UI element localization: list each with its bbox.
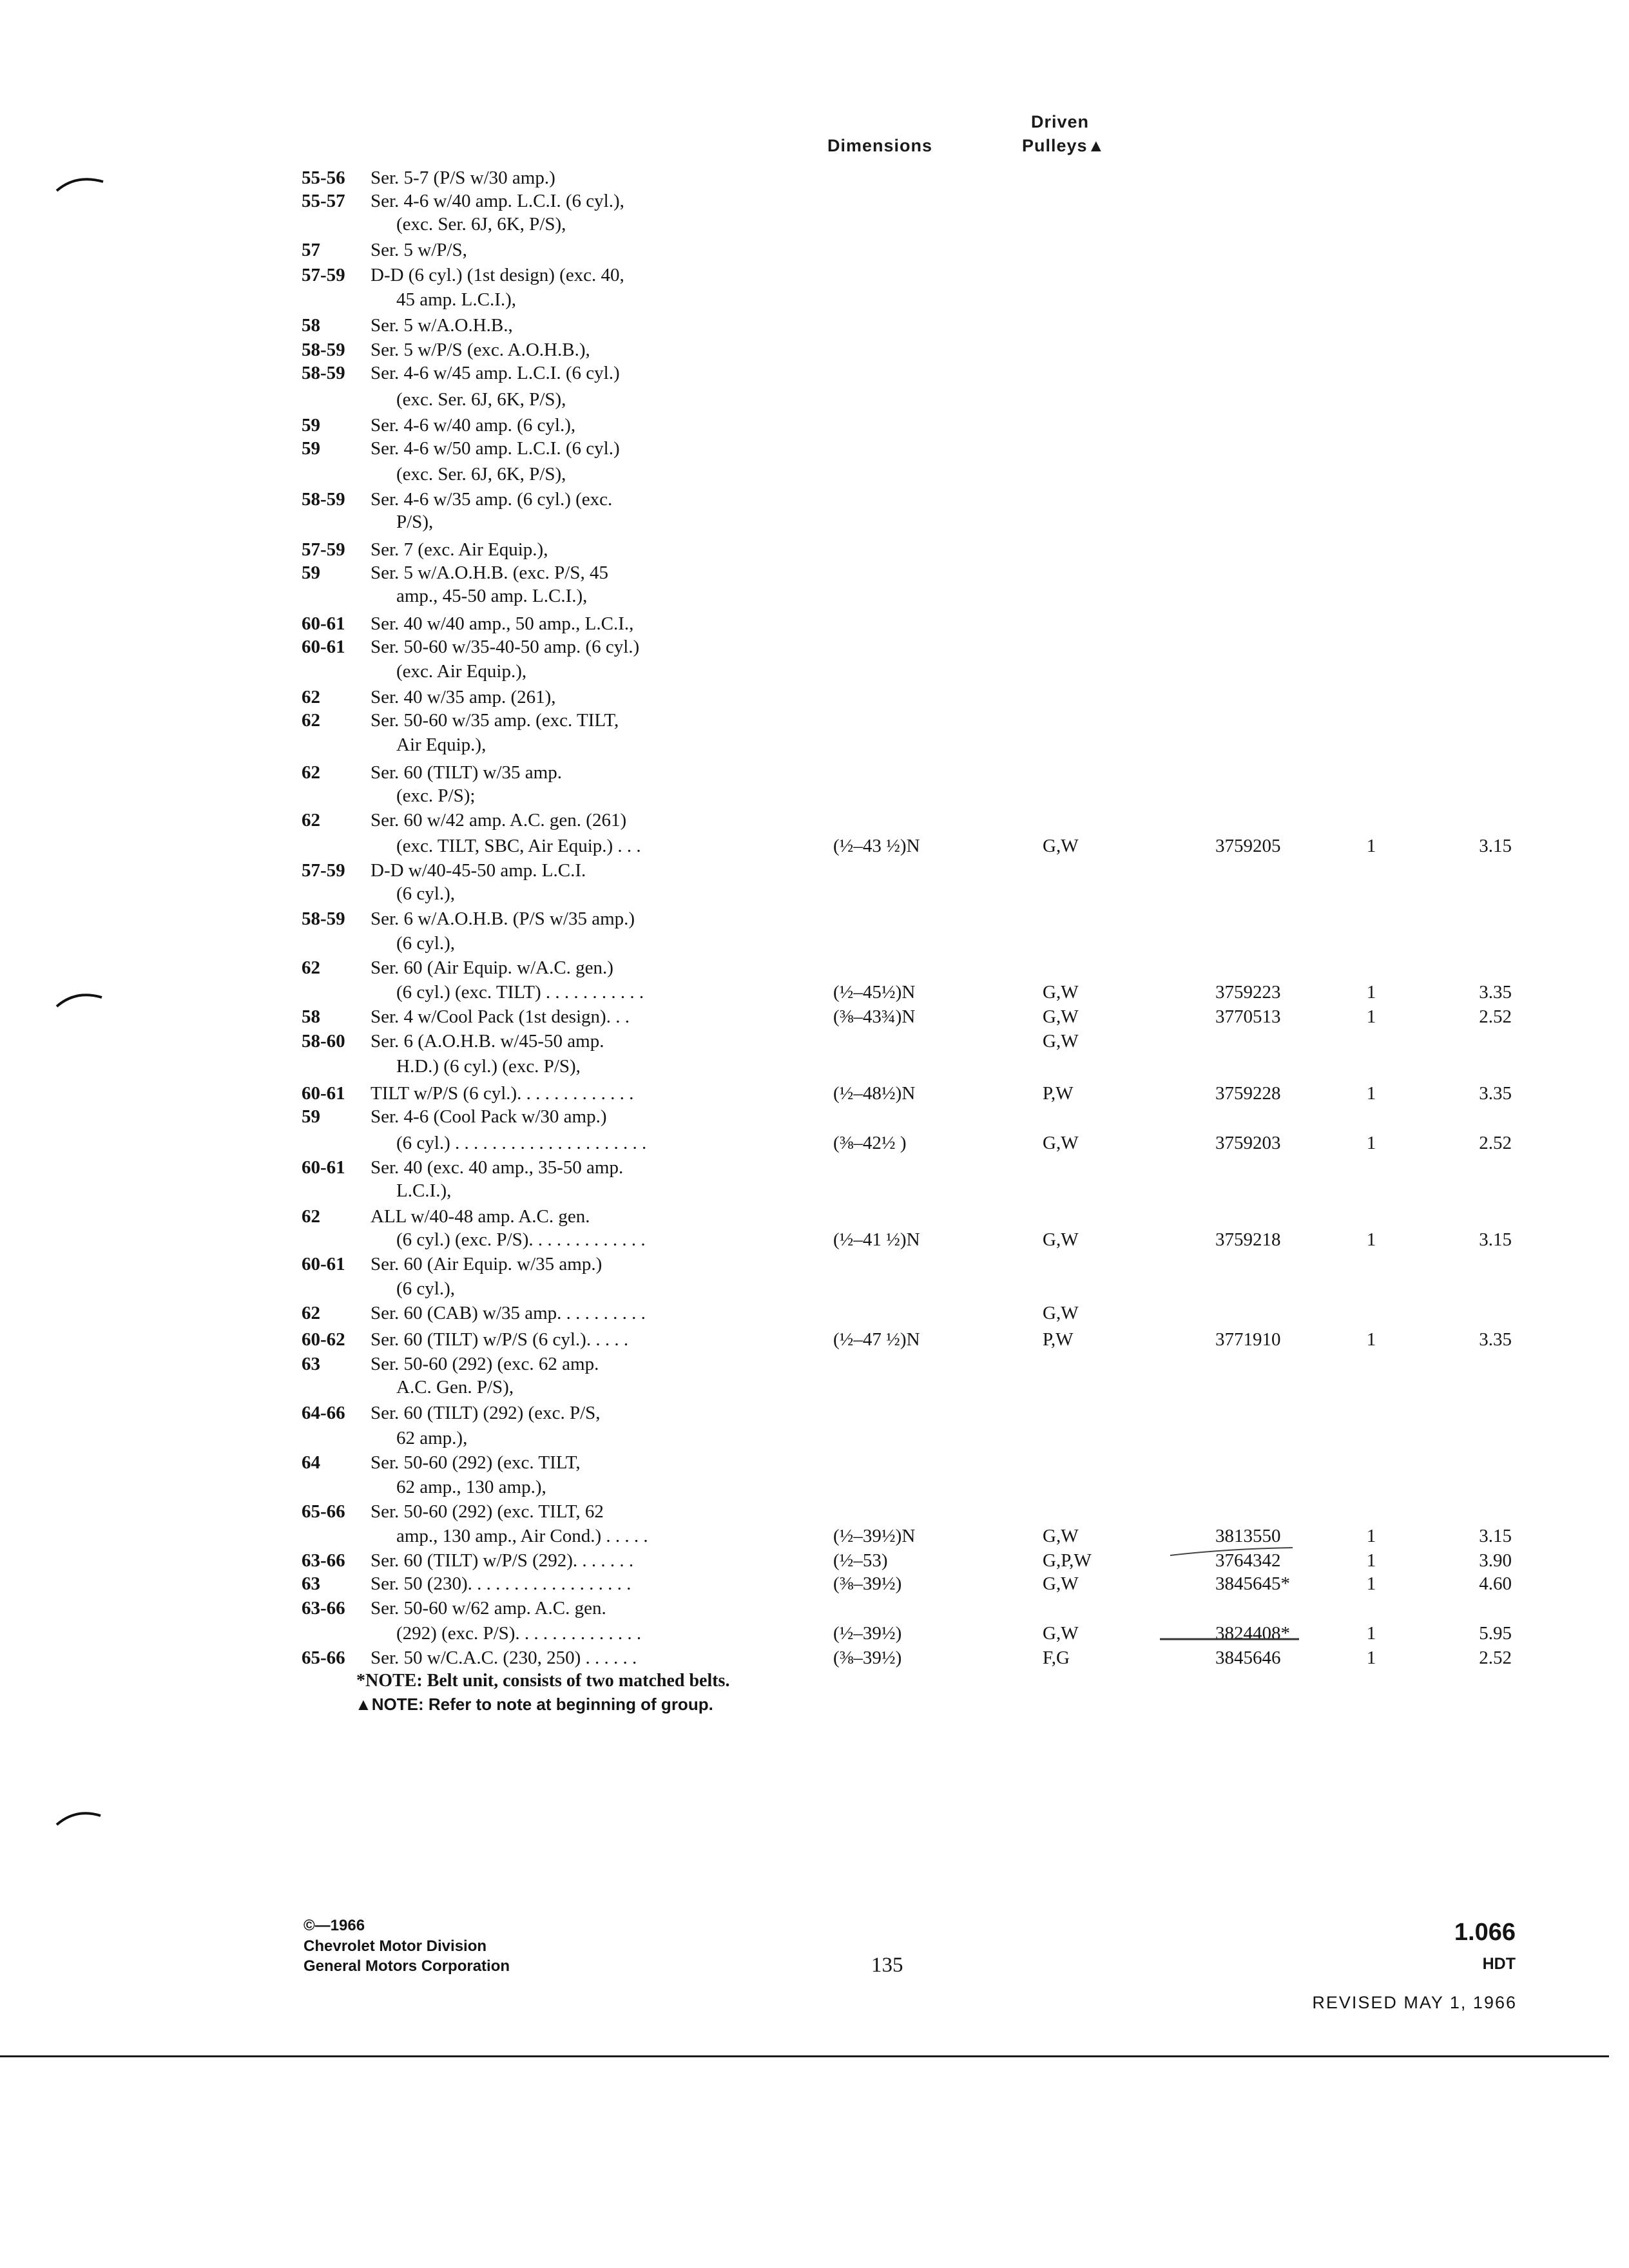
row-description: (exc. P/S); xyxy=(396,785,476,806)
row-description: P/S), xyxy=(396,512,434,532)
row-driven-pulleys: G,W xyxy=(1043,1006,1079,1027)
row-description: Ser. 50-60 (292) (exc. TILT, xyxy=(371,1452,581,1473)
row-dimensions: (½–39½)N xyxy=(833,1526,916,1546)
row-dimensions: (⅜–42½ ) xyxy=(833,1133,907,1153)
margin-mark-middle xyxy=(57,995,102,1006)
row-quantity: 1 xyxy=(1366,1329,1376,1350)
row-description: (exc. TILT, SBC, Air Equip.) . . . xyxy=(396,836,641,856)
row-year: 63 xyxy=(302,1573,320,1594)
row-driven-pulleys: G,W xyxy=(1043,1573,1079,1594)
row-year: 62 xyxy=(302,687,320,707)
row-part-number: 3770513 xyxy=(1215,1006,1281,1027)
revised-date: REVISED MAY 1, 1966 xyxy=(1312,1993,1517,2012)
row-year: 65-66 xyxy=(302,1501,345,1522)
row-year: 59 xyxy=(302,438,320,459)
row-description: Ser. 60 (Air Equip. w/A.C. gen.) xyxy=(371,957,613,978)
row-year: 62 xyxy=(302,762,320,783)
row-description: (6 cyl.), xyxy=(396,883,455,904)
row-year: 58-59 xyxy=(302,489,345,510)
row-dimensions: (⅜–39½) xyxy=(833,1648,902,1668)
row-driven-pulleys: G,W xyxy=(1043,982,1079,1003)
row-dimensions: (½–45½)N xyxy=(833,982,916,1003)
row-year: 62 xyxy=(302,957,320,978)
row-part-number: 3824408* xyxy=(1215,1623,1290,1644)
row-description: Ser. 4 w/Cool Pack (1st design). . . xyxy=(371,1006,630,1027)
footer-copyright: ©—1966 xyxy=(304,1917,365,1934)
row-description: 62 amp.), xyxy=(396,1428,468,1448)
header-driven: Driven xyxy=(1031,112,1090,131)
row-quantity: 1 xyxy=(1366,836,1376,856)
row-quantity: 1 xyxy=(1366,1573,1376,1594)
note-refer: ▲NOTE: Refer to note at beginning of group. xyxy=(355,1695,713,1714)
row-driven-pulleys: G,W xyxy=(1043,1623,1079,1644)
row-description: (exc. Ser. 6J, 6K, P/S), xyxy=(396,464,566,485)
row-description: Ser. 7 (exc. Air Equip.), xyxy=(371,539,548,560)
row-part-number: 3759205 xyxy=(1215,836,1281,856)
row-description: Ser. 50-60 w/62 amp. A.C. gen. xyxy=(371,1598,606,1619)
row-description: Ser. 5 w/A.O.H.B., xyxy=(371,315,513,336)
row-price: 5.95 xyxy=(1479,1623,1512,1644)
row-description: Ser. 4-6 (Cool Pack w/30 amp.) xyxy=(371,1106,607,1127)
row-quantity: 1 xyxy=(1366,1133,1376,1153)
row-description: (exc. Air Equip.), xyxy=(396,661,527,682)
row-description: Ser. 60 (TILT) w/35 amp. xyxy=(371,762,562,783)
row-year: 62 xyxy=(302,710,320,731)
margin-marks xyxy=(0,0,129,1933)
row-dimensions: (⅜–39½) xyxy=(833,1573,902,1594)
row-description: Ser. 60 w/42 amp. A.C. gen. (261) xyxy=(371,810,627,831)
row-driven-pulleys: G,P,W xyxy=(1043,1550,1092,1571)
row-price: 3.35 xyxy=(1479,1329,1512,1350)
row-driven-pulleys: G,W xyxy=(1043,1133,1079,1153)
row-year: 58-60 xyxy=(302,1031,345,1052)
row-description: 45 amp. L.C.I.), xyxy=(396,289,517,310)
row-quantity: 1 xyxy=(1366,1526,1376,1546)
row-dimensions: (½–48½)N xyxy=(833,1083,916,1104)
margin-mark-bottom xyxy=(57,1813,101,1825)
row-description: Ser. 50 (230). . . . . . . . . . . . . . . . . . xyxy=(371,1573,631,1594)
row-description: A.C. Gen. P/S), xyxy=(396,1377,514,1398)
row-year: 60-61 xyxy=(302,1157,345,1178)
row-quantity: 1 xyxy=(1366,1648,1376,1668)
row-price: 3.15 xyxy=(1479,1229,1512,1250)
row-description: H.D.) (6 cyl.) (exc. P/S), xyxy=(396,1056,581,1077)
row-price: 2.52 xyxy=(1479,1133,1512,1153)
row-description: Ser. 40 (exc. 40 amp., 35-50 amp. xyxy=(371,1157,624,1178)
row-description: Ser. 4-6 w/45 amp. L.C.I. (6 cyl.) xyxy=(371,363,620,383)
row-driven-pulleys: F,G xyxy=(1043,1648,1070,1668)
row-year: 63-66 xyxy=(302,1550,345,1571)
row-description: Ser. 50-60 (292) (exc. TILT, 62 xyxy=(371,1501,604,1522)
row-description: Ser. 60 (TILT) w/P/S (292). . . . . . . xyxy=(371,1550,634,1571)
row-description: TILT w/P/S (6 cyl.). . . . . . . . . . . . . xyxy=(371,1083,634,1104)
row-year: 60-61 xyxy=(302,613,345,634)
row-year: 63-66 xyxy=(302,1598,345,1619)
pencil-marks xyxy=(1147,1533,1315,1656)
row-year: 59 xyxy=(302,562,320,583)
row-year: 58-59 xyxy=(302,340,345,360)
row-description: Ser. 5-7 (P/S w/30 amp.) xyxy=(371,168,555,188)
bottom-rule xyxy=(0,2055,1609,2057)
row-year: 60-61 xyxy=(302,1254,345,1274)
row-year: 57 xyxy=(302,240,320,260)
row-driven-pulleys: G,W xyxy=(1043,1526,1079,1546)
row-quantity: 1 xyxy=(1366,1229,1376,1250)
row-description: Ser. 50-60 w/35-40-50 amp. (6 cyl.) xyxy=(371,637,640,657)
row-part-number: 3845645* xyxy=(1215,1573,1290,1594)
row-year: 62 xyxy=(302,810,320,831)
row-price: 2.52 xyxy=(1479,1006,1512,1027)
section-code: HDT xyxy=(1482,1955,1516,1973)
row-dimensions: (⅜–43¾)N xyxy=(833,1006,916,1027)
row-description: amp., 130 amp., Air Cond.) . . . . . xyxy=(396,1526,648,1546)
row-description: L.C.I.), xyxy=(396,1180,452,1201)
row-description: (exc. Ser. 6J, 6K, P/S), xyxy=(396,214,566,235)
row-description: Ser. 5 w/P/S (exc. A.O.H.B.), xyxy=(371,340,590,360)
note-belt: *NOTE: Belt unit, consists of two matched belts. xyxy=(356,1671,730,1691)
row-description: (6 cyl.) . . . . . . . . . . . . . . . . . . . . . xyxy=(396,1133,647,1153)
row-year: 59 xyxy=(302,415,320,436)
row-description: Ser. 50-60 (292) (exc. 62 amp. xyxy=(371,1354,599,1374)
row-year: 58 xyxy=(302,1006,320,1027)
row-description: amp., 45-50 amp. L.C.I.), xyxy=(396,586,588,606)
row-driven-pulleys: G,W xyxy=(1043,1229,1079,1250)
row-price: 3.15 xyxy=(1479,1526,1512,1546)
row-description: Ser. 5 w/A.O.H.B. (exc. P/S, 45 xyxy=(371,562,608,583)
row-description: D-D (6 cyl.) (1st design) (exc. 40, xyxy=(371,265,624,285)
row-description: Air Equip.), xyxy=(396,735,487,755)
header-dimensions: Dimensions xyxy=(827,136,933,155)
row-part-number: 3759203 xyxy=(1215,1133,1281,1153)
row-description: Ser. 4-6 w/50 amp. L.C.I. (6 cyl.) xyxy=(371,438,620,459)
row-year: 57-59 xyxy=(302,539,345,560)
row-dimensions: (½–39½) xyxy=(833,1623,902,1644)
row-year: 57-59 xyxy=(302,860,345,881)
footer-division: Chevrolet Motor Division xyxy=(304,1937,487,1955)
row-description: Ser. 50 w/C.A.C. (230, 250) . . . . . . xyxy=(371,1648,637,1668)
row-year: 62 xyxy=(302,1206,320,1227)
row-description: (exc. Ser. 6J, 6K, P/S), xyxy=(396,389,566,410)
row-price: 3.90 xyxy=(1479,1550,1512,1571)
row-description: Ser. 6 (A.O.H.B. w/45-50 amp. xyxy=(371,1031,604,1052)
row-quantity: 1 xyxy=(1366,982,1376,1003)
row-driven-pulleys: G,W xyxy=(1043,836,1079,856)
row-driven-pulleys: G,W xyxy=(1043,1303,1079,1323)
row-description: Ser. 50-60 w/35 amp. (exc. TILT, xyxy=(371,710,619,731)
row-description: Ser. 5 w/P/S, xyxy=(371,240,467,260)
header-pulleys: Pulleys▲ xyxy=(1022,136,1106,155)
row-year: 65-66 xyxy=(302,1648,345,1668)
margin-mark-top xyxy=(57,179,103,191)
row-description: ALL w/40-48 amp. A.C. gen. xyxy=(371,1206,590,1227)
row-price: 3.15 xyxy=(1479,836,1512,856)
row-description: Ser. 60 (CAB) w/35 amp. . . . . . . . . . xyxy=(371,1303,646,1323)
row-price: 4.60 xyxy=(1479,1573,1512,1594)
row-year: 63 xyxy=(302,1354,320,1374)
row-driven-pulleys: P,W xyxy=(1043,1329,1074,1350)
row-year: 64-66 xyxy=(302,1403,345,1423)
row-description: Ser. 6 w/A.O.H.B. (P/S w/35 amp.) xyxy=(371,908,635,929)
row-description: Ser. 4-6 w/40 amp. L.C.I. (6 cyl.), xyxy=(371,191,624,211)
row-driven-pulleys: G,W xyxy=(1043,1031,1079,1052)
row-description: D-D w/40-45-50 amp. L.C.I. xyxy=(371,860,586,881)
row-description: (292) (exc. P/S). . . . . . . . . . . . . . xyxy=(396,1623,642,1644)
row-quantity: 1 xyxy=(1366,1550,1376,1571)
row-year: 59 xyxy=(302,1106,320,1127)
row-dimensions: (½–47 ½)N xyxy=(833,1329,920,1350)
row-part-number: 3759223 xyxy=(1215,982,1281,1003)
row-description: Ser. 4-6 w/40 amp. (6 cyl.), xyxy=(371,415,576,436)
row-year: 58 xyxy=(302,315,320,336)
row-part-number: 3759228 xyxy=(1215,1083,1281,1104)
page-number: 135 xyxy=(871,1954,903,1977)
row-description: (6 cyl.) (exc. P/S). . . . . . . . . . . . . xyxy=(396,1229,646,1250)
row-description: Ser. 60 (TILT) (292) (exc. P/S, xyxy=(371,1403,601,1423)
row-year: 58-59 xyxy=(302,363,345,383)
row-year: 62 xyxy=(302,1303,320,1323)
row-price: 2.52 xyxy=(1479,1648,1512,1668)
row-year: 55-56 xyxy=(302,168,345,188)
row-year: 55-57 xyxy=(302,191,345,211)
row-description: Ser. 60 (TILT) w/P/S (6 cyl.). . . . . xyxy=(371,1329,629,1350)
row-description: (6 cyl.), xyxy=(396,933,455,954)
row-dimensions: (½–53) xyxy=(833,1550,888,1571)
row-description: (6 cyl.) (exc. TILT) . . . . . . . . . . . xyxy=(396,982,644,1003)
row-dimensions: (½–41 ½)N xyxy=(833,1229,920,1250)
row-year: 60-61 xyxy=(302,1083,345,1104)
row-quantity: 1 xyxy=(1366,1623,1376,1644)
row-dimensions: (½–43 ½)N xyxy=(833,836,920,856)
row-description: 62 amp., 130 amp.), xyxy=(396,1477,546,1497)
row-part-number: 3845646 xyxy=(1215,1648,1281,1668)
row-description: Ser. 40 w/35 amp. (261), xyxy=(371,687,556,707)
row-part-number: 3813550 xyxy=(1215,1526,1281,1546)
row-part-number: 3764342 xyxy=(1215,1550,1281,1571)
row-description: (6 cyl.), xyxy=(396,1278,455,1299)
row-year: 57-59 xyxy=(302,265,345,285)
row-year: 60-62 xyxy=(302,1329,345,1350)
row-price: 3.35 xyxy=(1479,982,1512,1003)
row-part-number: 3771910 xyxy=(1215,1329,1281,1350)
row-year: 58-59 xyxy=(302,908,345,929)
footer-corporation: General Motors Corporation xyxy=(304,1957,510,1975)
row-description: Ser. 60 (Air Equip. w/35 amp.) xyxy=(371,1254,602,1274)
row-year: 64 xyxy=(302,1452,320,1473)
row-year: 60-61 xyxy=(302,637,345,657)
row-driven-pulleys: P,W xyxy=(1043,1083,1074,1104)
row-description: Ser. 4-6 w/35 amp. (6 cyl.) (exc. xyxy=(371,489,613,510)
row-part-number: 3759218 xyxy=(1215,1229,1281,1250)
section-number: 1.066 xyxy=(1454,1919,1516,1946)
row-quantity: 1 xyxy=(1366,1006,1376,1027)
row-price: 3.35 xyxy=(1479,1083,1512,1104)
pencil-stroke-1 xyxy=(1170,1548,1293,1555)
row-quantity: 1 xyxy=(1366,1083,1376,1104)
row-description: Ser. 40 w/40 amp., 50 amp., L.C.I., xyxy=(371,613,634,634)
